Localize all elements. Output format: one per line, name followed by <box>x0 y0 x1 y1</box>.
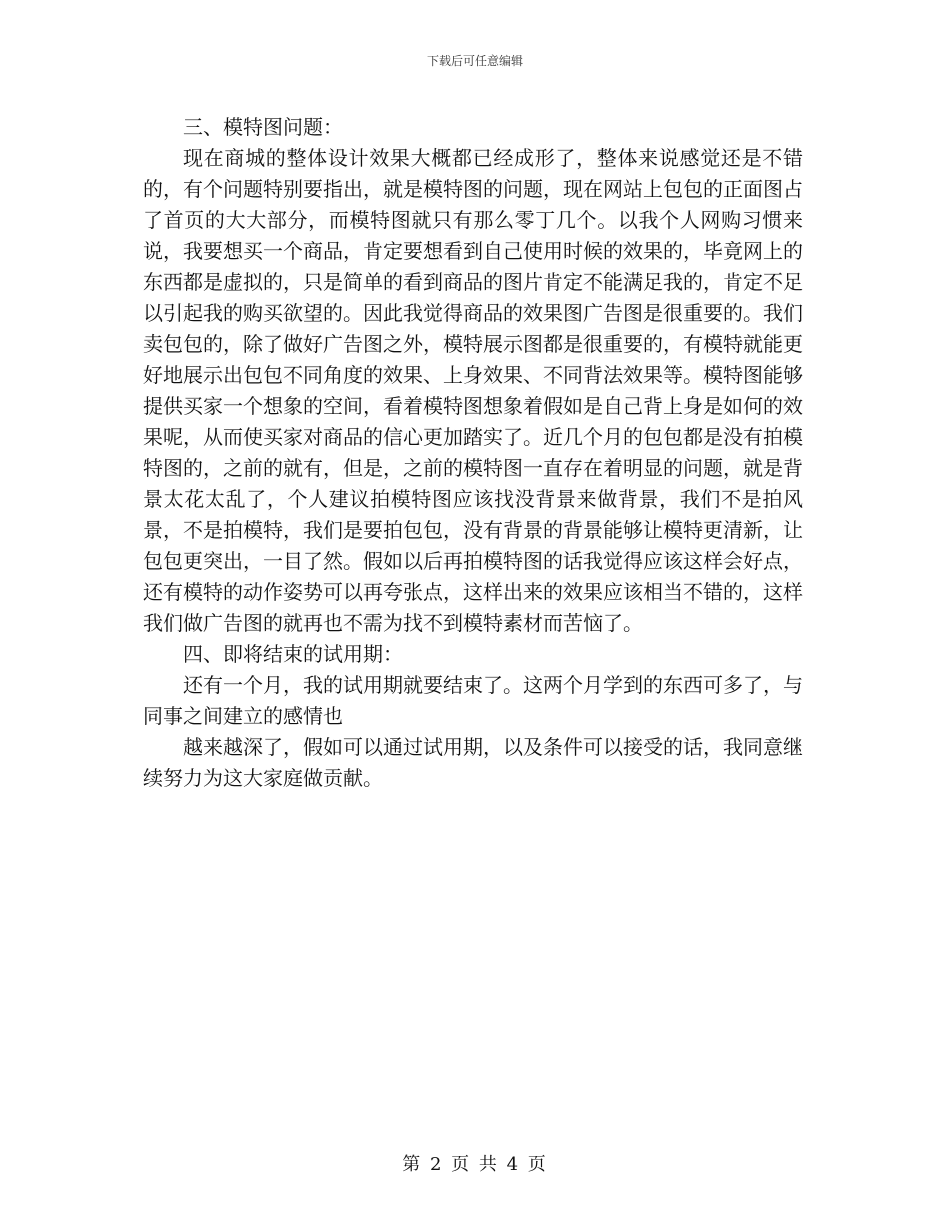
document-body <box>143 112 803 794</box>
page-header-note: 下载后可任意编辑 <box>426 54 523 68</box>
paragraph-model-images: 现在商城的整体设计效果大概都已经成形了，整体来说感觉还是不错的，有个问题特别要指出，就是模特图的问题，现在网站上包包的正面图占了首页的大大部分，而模特图就只有那么零丁几个。以我个人网购习惯来说，我要想买一个商品，肯定要想看到自己使用时候的效果的，毕竟网上的东西都是虚拟的，只是简单的看到商品的图片肯定不能满足我的，肯定不足以引起我的购买欲望的。因此我觉得商品的效果图广告图是很重要的。我们卖包包的，除了做好广告图之外，模特展示图都是很重要的，有模特就能更好地展示出包包不同角度的效果、上身效果、不同背法效果等。模特图能够提供买家一个想象的空间，看着模特图想象着假如是自己背上身是如何的效果呢，从而使买家对商品的信心更加踏实了。近几个月的包包都是没有拍模特图的，之前的就有，但是，之前的模特图一直存在着明显的问题，就是背景太花太乱了，个人建议拍模特图应该找没背景来做背景，我们不是拍风景，不是拍模特，我们是要拍包包，没有背景的背景能够让模特更清新，让包包更突出，一目了然。假如以后再拍模特图的话我觉得应该这样会好点，还有模特的动作姿势可以再夸张点，这样出来的效果应该相当不错的，这样我们做广告图的就再也不需为找不到模特素材而苦恼了。 <box>143 146 803 635</box>
paragraph-probation-1: 还有一个月，我的试用期就要结束了。这两个月学到的东西可多了，与同事之间建立的感情也 <box>143 673 803 728</box>
section-heading-probation: 四、即将结束的试用期： <box>183 642 403 666</box>
page-number-footer: 第 2 页 共 4 页 <box>402 1154 548 1175</box>
section-heading-model-images: 三、模特图问题： <box>183 115 343 139</box>
paragraph-probation-2: 越来越深了，假如可以通过试用期，以及条件可以接受的话，我同意继续努力为这大家庭做贡献。 <box>143 735 803 790</box>
